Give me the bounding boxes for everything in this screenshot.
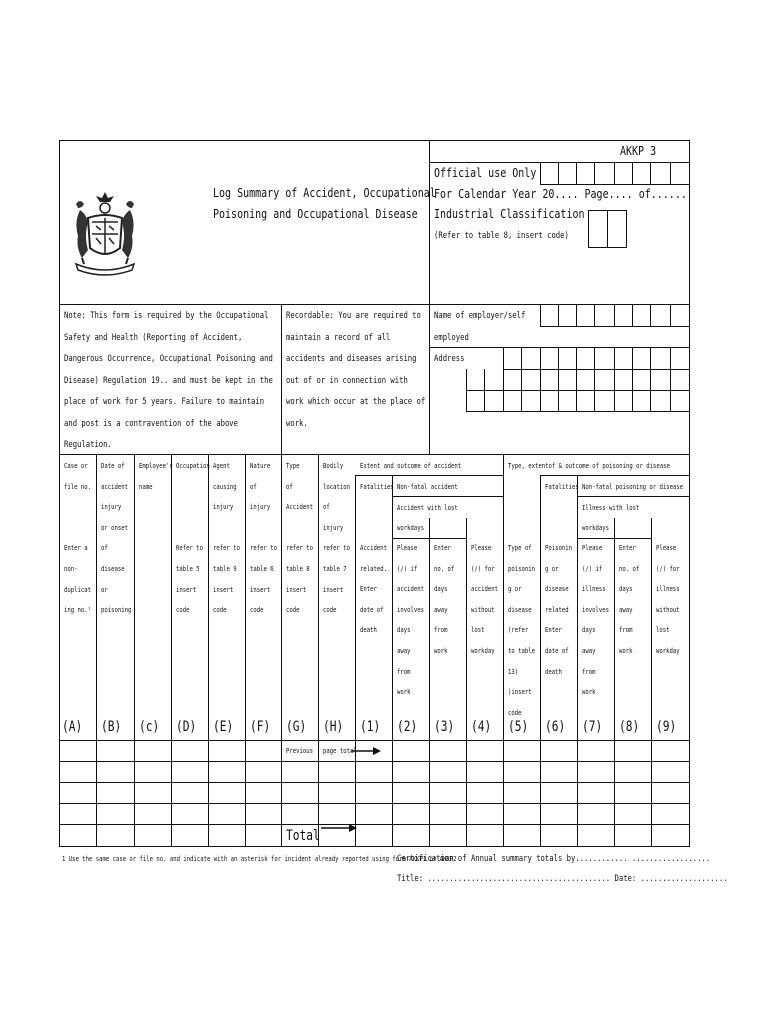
address-box-divider (521, 347, 522, 411)
column-header-text: Case or (64, 462, 88, 470)
column-header-text: disease (545, 585, 569, 594)
column-header-text: insert (323, 585, 344, 594)
official-box-divider (558, 162, 559, 184)
official-box-divider (576, 162, 577, 184)
nonfatal-accident-header: Non-fatal accident (397, 483, 458, 491)
recordable-line: work which occur at the place of (286, 397, 426, 407)
column-letter: (8) (619, 719, 640, 735)
column-line (651, 518, 652, 847)
column-header-text: Enter (360, 585, 377, 594)
column-header-text: disease (508, 605, 532, 614)
employer-box-divider (670, 304, 671, 326)
column-header-text: workday (656, 647, 680, 655)
title-date-line: Title: .......................................... Date: .................... (397, 874, 728, 884)
column-letter: (5) (508, 719, 529, 735)
employer-box-divider (540, 304, 541, 326)
column-header-text: name (139, 482, 153, 491)
group-header-line (392, 496, 503, 497)
column-header-text: days (619, 585, 633, 594)
column-line (96, 454, 97, 847)
data-row-line (59, 782, 690, 783)
employer-box-line (540, 326, 690, 327)
data-row-line (59, 803, 690, 804)
column-letter: (B) (101, 719, 122, 735)
fatalities-header: Fatalities (360, 483, 394, 491)
letters-row-line (59, 740, 690, 741)
column-header-text: without (471, 605, 495, 614)
table-top-line (59, 454, 690, 455)
form-title-line1: Log Summary of Accident, Occupational (213, 185, 436, 200)
column-line (318, 454, 319, 847)
column-header-text: involves (397, 605, 424, 614)
column-header-text: (/) for (656, 564, 680, 573)
column-letter: (G) (286, 719, 307, 735)
column-header-text: Please (471, 544, 492, 552)
column-header-text: work (619, 647, 633, 655)
column-header-text: of (101, 544, 108, 553)
column-header-text: code (213, 606, 227, 615)
column-line (540, 475, 541, 847)
column-header-text: Please (656, 544, 677, 552)
employer-box-divider (576, 304, 577, 326)
column-header-text: Date of (101, 462, 125, 470)
arrow-right-icon (351, 746, 381, 756)
column-header-text: or onset (101, 523, 128, 532)
column-header-text: 13) (508, 667, 519, 676)
column-header-text: date of (545, 647, 569, 655)
column-header-text: refer to (250, 544, 277, 553)
column-header-text: Poisonin (545, 544, 572, 552)
accident-lost-header-2: workdays (397, 524, 424, 532)
column-header-text: (/) if (582, 564, 603, 573)
data-row-line (59, 761, 690, 762)
column-header-text: Employee's (139, 462, 173, 470)
column-header-text: work (582, 688, 596, 697)
column-header-text: of (286, 482, 293, 491)
official-box-divider (540, 162, 541, 184)
column-letter: (D) (176, 719, 197, 735)
column-header-text: days (582, 626, 596, 635)
column-line (429, 518, 430, 847)
column-header-text: insert (286, 585, 307, 594)
employer-box-divider (632, 304, 633, 326)
recordable-line: Recordable: You are required to (286, 311, 421, 321)
column-header-text: from (397, 667, 411, 676)
certification-line: Certification of Annual summary totals by............ .................. (397, 854, 711, 864)
column-header-text: g or (545, 564, 559, 573)
column-header-text: Enter (434, 544, 451, 552)
column-header-text: duplicat (64, 585, 91, 594)
column-header-text: from (434, 626, 448, 635)
note-line: Dangerous Occurrence, Occupational Poisoning and (64, 354, 273, 364)
type-poisoning-header: Type, extentof & outcome of poisoning or disease (508, 462, 670, 470)
total-label: Total (286, 828, 320, 844)
employer-box-divider (558, 304, 559, 326)
address-box-line (503, 369, 690, 370)
column-line (134, 454, 135, 847)
address-box-divider (540, 347, 541, 411)
address-box-divider (632, 347, 633, 411)
column-header-text: insert (213, 585, 234, 594)
column-header-text: away (434, 605, 448, 614)
form-title-line2: Poisoning and Occupational Disease (213, 206, 418, 221)
column-letter: (3) (434, 719, 455, 735)
note-line: and post is a contravention of the above (64, 419, 238, 429)
column-header-text: workday (471, 647, 495, 655)
column-header-text: Type (286, 462, 300, 470)
column-line (208, 454, 209, 847)
column-header-text: Please (397, 544, 418, 552)
column-line (466, 518, 467, 847)
column-header-text: no. of (619, 564, 640, 573)
column-letter: (H) (323, 719, 344, 735)
column-header-text: Enter (619, 544, 636, 552)
column-header-text: lost (656, 626, 670, 635)
column-header-text: away (619, 605, 633, 614)
column-header-text: days (434, 585, 448, 594)
column-header-text: Refer to (176, 544, 203, 553)
column-header-text: (refer (508, 626, 529, 635)
column-header-text: from (619, 626, 633, 635)
previous-label: Previous (286, 747, 313, 755)
header-bottom-line (59, 304, 690, 305)
official-bottom-line (540, 184, 690, 185)
column-header-text: accident (397, 585, 424, 594)
calendar-year-label: For Calendar Year 20.... Page.... of...... (434, 186, 687, 201)
address-box-divider (503, 347, 504, 369)
column-header-text: illness (582, 585, 606, 594)
recordable-line: out of or in connection with (286, 376, 408, 386)
column-header-text: code (286, 606, 300, 615)
column-header-text: away (397, 647, 411, 655)
official-use-label: Official use Only (434, 165, 537, 180)
column-header-text: away (582, 647, 596, 655)
column-header-text: related (545, 605, 569, 614)
extent-accident-header: Extent and outcome of accident (360, 462, 462, 470)
accident-lost-header: Accident with lost (397, 504, 458, 512)
column-line (392, 475, 393, 847)
column-header-text: table 8 (286, 565, 310, 573)
column-header-text: Occupation (176, 462, 210, 470)
official-box-divider (632, 162, 633, 184)
refer-table-label: (Refer to table 8, insert code) (434, 231, 569, 241)
column-header-text: code (176, 606, 190, 615)
column-header-text: related. (360, 564, 387, 573)
footnote: 1 Use the same case or file no. and indicate with an asterisk for incident already reported using form AKKP1 or AKKP2 (62, 855, 457, 863)
column-header-text: ing no.¹ (64, 606, 91, 615)
column-header-text: work (397, 688, 411, 697)
address-box-divider (576, 347, 577, 411)
column-header-text: without (656, 605, 680, 614)
illness-lost-header: Illness with lost (582, 504, 640, 512)
column-letter: (9) (656, 719, 677, 735)
column-header-text: lost (471, 626, 485, 635)
column-header-text: insert (250, 585, 271, 594)
recordable-line: work. (286, 419, 308, 429)
illness-lost-header-2: workdays (582, 524, 609, 532)
column-header-text: file no. (64, 482, 91, 491)
arrow-right-icon (321, 823, 357, 833)
address-box-line (466, 411, 690, 412)
column-letter: (A) (62, 719, 83, 735)
page-total-label: page total (323, 747, 357, 755)
column-header-text: illness (656, 585, 680, 594)
column-header-text: death (360, 626, 377, 635)
fatalities-poison-header: Fatalities (545, 483, 579, 491)
column-letter: (7) (582, 719, 603, 735)
column-header-text: Accident (360, 544, 387, 552)
column-letter: (F) (250, 719, 271, 735)
column-header-text: table 5 (176, 565, 200, 573)
column-header-text: table 9 (213, 565, 237, 573)
column-header-text: refer to (213, 544, 240, 553)
column-letter: (4) (471, 719, 492, 735)
notes-divider (429, 304, 430, 454)
notes-divider (281, 304, 282, 454)
column-header-text: Type of (508, 544, 532, 552)
address-box-divider (670, 347, 671, 411)
column-letter: (c) (139, 719, 160, 735)
column-header-text: )insert (508, 688, 532, 697)
column-header-text: date of (360, 605, 384, 614)
column-line (503, 454, 504, 847)
column-header-text: Agent (213, 462, 230, 470)
address-box-line (466, 390, 690, 391)
column-header-text: Bodily (323, 462, 344, 470)
official-box-divider (670, 162, 671, 184)
column-header-text: no. of (434, 564, 455, 573)
column-header-text: g or (508, 585, 522, 594)
column-header-text: code (250, 606, 264, 615)
column-letter: (1) (360, 719, 381, 735)
column-header-text: work (434, 647, 448, 655)
header-divider (429, 140, 430, 304)
address-box-divider (614, 347, 615, 411)
column-header-text: causing (213, 482, 237, 491)
employer-box-divider (594, 304, 595, 326)
column-header-text: refer to (323, 544, 350, 553)
column-header-text: disease (101, 565, 125, 573)
column-header-text: Accident (286, 503, 313, 512)
coat-of-arms-icon (70, 188, 140, 280)
group-header-line (540, 475, 690, 476)
column-line (281, 454, 282, 847)
industrial-classification-label: Industrial Classification (434, 206, 585, 221)
recordable-line: maintain a record of all (286, 333, 391, 343)
address-box-divider (558, 347, 559, 411)
group-header-line (577, 496, 690, 497)
column-header-text: refer to (286, 544, 313, 553)
column-header-text: injury (323, 523, 344, 532)
note-line: Note: This form is required by the Occupational (64, 311, 269, 321)
column-header-text: of (323, 503, 330, 512)
column-header-text: code (323, 606, 337, 615)
recordable-line: accidents and diseases arising (286, 354, 417, 364)
address-box-divider (466, 369, 467, 411)
column-header-text: poisoning (101, 606, 132, 615)
address-label: Address (434, 354, 465, 364)
column-header-text: accident (471, 585, 498, 594)
form-code: AKKP 3 (620, 143, 657, 158)
column-header-text: code (508, 708, 522, 717)
note-line: place of work for 5 years. Failure to maintain (64, 397, 265, 407)
group-header-line (355, 475, 503, 476)
nonfatal-poisoning-header: Non-fatal poisoning or disease (582, 483, 684, 491)
column-header-text: from (582, 667, 596, 676)
column-header-text: Enter (545, 626, 562, 635)
note-line: Safety and Health (Reporting of Accident, (64, 333, 243, 343)
classification-code-box[interactable] (588, 210, 608, 248)
official-box-divider (594, 162, 595, 184)
column-header-text: table 6 (250, 565, 274, 573)
column-header-text: involves (582, 605, 609, 614)
classification-code-box[interactable] (607, 210, 627, 248)
note-line: Regulation. (64, 440, 112, 450)
column-header-text: non- (64, 565, 78, 573)
column-header-text: injury (101, 503, 122, 512)
column-letter: (E) (213, 719, 234, 735)
column-header-text: to table (508, 647, 535, 655)
column-line (355, 475, 356, 847)
group-header-line (577, 538, 651, 539)
column-header-text: injury (250, 503, 271, 512)
column-header-text: (/) for (471, 564, 495, 573)
column-letter: (2) (397, 719, 418, 735)
column-header-text: Enter a (64, 544, 88, 553)
employer-box-divider (650, 304, 651, 326)
address-box-divider (650, 347, 651, 411)
column-header-text: location (323, 482, 350, 491)
column-header-text: of (250, 482, 257, 491)
column-header-text: Nature (250, 462, 271, 470)
column-line (245, 454, 246, 847)
column-header-text: accident (101, 482, 128, 491)
column-header-text: days (397, 626, 411, 635)
column-header-text: Please (582, 544, 603, 552)
employer-box-divider (614, 304, 615, 326)
address-box-divider (503, 369, 504, 411)
column-header-text: injury (213, 503, 234, 512)
column-letter: (6) (545, 719, 566, 735)
column-line (614, 518, 615, 847)
column-line (171, 454, 172, 847)
column-header-text: death (545, 667, 562, 676)
employer-label-2: employed (434, 333, 469, 343)
column-header-text: table 7 (323, 565, 347, 573)
employer-label: Name of employer/self (434, 311, 526, 321)
official-box-divider (614, 162, 615, 184)
note-line: Disease) Regulation 19.. and must be kept in the (64, 376, 273, 386)
data-row-line (59, 824, 690, 825)
column-header-text: poisonin (508, 564, 535, 573)
address-box-divider (594, 347, 595, 411)
group-header-line (392, 538, 466, 539)
column-header-text: or (101, 585, 108, 594)
official-box-divider (650, 162, 651, 184)
column-header-text: insert (176, 585, 197, 594)
column-header-text: (/) if (397, 564, 418, 573)
address-box-divider (484, 369, 485, 411)
column-line (577, 475, 578, 847)
